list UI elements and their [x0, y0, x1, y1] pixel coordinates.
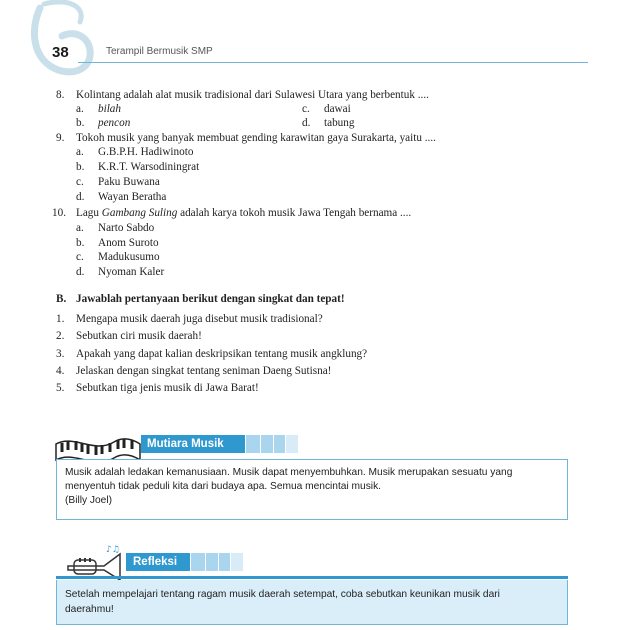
item-text: Apakah yang dapat kalian deskripsikan tentang musik angklung? [76, 348, 368, 360]
page-number: 38 [52, 44, 69, 61]
option-letter: d. [76, 191, 85, 203]
section-title: Jawablah pertanyaan berikut dengan singkat dan tepat! [76, 293, 345, 305]
header-swirl-decoration [28, 0, 138, 80]
decor-square [261, 435, 273, 453]
option-letter: c. [302, 103, 310, 115]
quote-line-1: Musik adalah ledakan kemanusiaan. Musik dapat menyembuhkan. Musik merupakan sesuatu yang [65, 467, 513, 478]
option-letter: a. [76, 222, 84, 234]
option-text: K.R.T. Warsodiningrat [98, 161, 200, 173]
decor-square [191, 553, 205, 571]
question-number: 8. [56, 89, 65, 101]
option-text: G.B.P.H. Hadiwinoto [98, 146, 194, 158]
item-number: 2. [56, 330, 65, 342]
decor-square [274, 435, 285, 453]
quote-line-2: menyentuh tidak peduli kita dari budaya apa. Semua mencintai musik. [65, 481, 381, 492]
book-title: Terampil Bermusik SMP [106, 46, 213, 57]
option-text: Nyoman Kaler [98, 266, 165, 278]
option-text: pencon [98, 117, 131, 129]
refleksi-box [56, 580, 568, 625]
decor-square [246, 435, 260, 453]
option-text: tabung [324, 117, 355, 129]
decor-square [231, 553, 243, 571]
option-text: Anom Suroto [98, 237, 159, 249]
item-number: 5. [56, 382, 65, 394]
option-letter: b. [76, 237, 85, 249]
option-text: Madukusumo [98, 251, 160, 263]
option-text: dawai [324, 103, 351, 115]
item-number: 3. [56, 348, 65, 360]
quote-author: (Billy Joel) [65, 495, 112, 506]
decor-square [286, 435, 298, 453]
option-letter: d. [302, 117, 311, 129]
item-number: 4. [56, 365, 65, 377]
option-letter: b. [76, 117, 85, 129]
section-label: B. [56, 293, 67, 305]
question-text: Kolintang adalah alat musik tradisional dari Sulawesi Utara yang berbentuk .... [76, 89, 429, 101]
item-text: Jelaskan dengan singkat tentang seniman Daeng Sutisna! [76, 365, 332, 377]
question-text: Lagu Gambang Suling adalah karya tokoh musik Jawa Tengah bernama .... [76, 207, 412, 219]
header-rule [78, 62, 588, 63]
option-text: Narto Sabdo [98, 222, 155, 234]
refleksi-title: Refleksi [126, 553, 190, 571]
option-letter: c. [76, 176, 84, 188]
mutiara-musik-box [56, 459, 568, 520]
question-number: 10. [52, 207, 66, 219]
option-letter: a. [76, 146, 84, 158]
refleksi-line-1: Setelah mempelajari tentang ragam musik daerah setempat, coba sebutkan keunikan musik dari [65, 589, 500, 600]
question-text: Tokoh musik yang banyak membuat gending karawitan gaya Surakarta, yaitu .... [76, 132, 436, 144]
item-number: 1. [56, 313, 65, 325]
option-letter: d. [76, 266, 85, 278]
option-text: Wayan Beratha [98, 191, 167, 203]
option-letter: b. [76, 161, 85, 173]
decor-square [206, 553, 218, 571]
item-text: Mengapa musik daerah juga disebut musik tradisional? [76, 313, 323, 325]
item-text: Sebutkan tiga jenis musik di Jawa Barat! [76, 382, 259, 394]
refleksi-line-2: daerahmu! [65, 604, 114, 615]
mutiara-musik-title: Mutiara Musik [141, 435, 245, 453]
option-text: bilah [98, 103, 121, 115]
refleksi-rule [56, 576, 568, 579]
decor-square [219, 553, 230, 571]
question-number: 9. [56, 132, 65, 144]
option-text: Paku Buwana [98, 176, 160, 188]
option-letter: a. [76, 103, 84, 115]
item-text: Sebutkan ciri musik daerah! [76, 330, 202, 342]
option-letter: c. [76, 251, 84, 263]
svg-text:♪♫: ♪♫ [106, 545, 120, 555]
